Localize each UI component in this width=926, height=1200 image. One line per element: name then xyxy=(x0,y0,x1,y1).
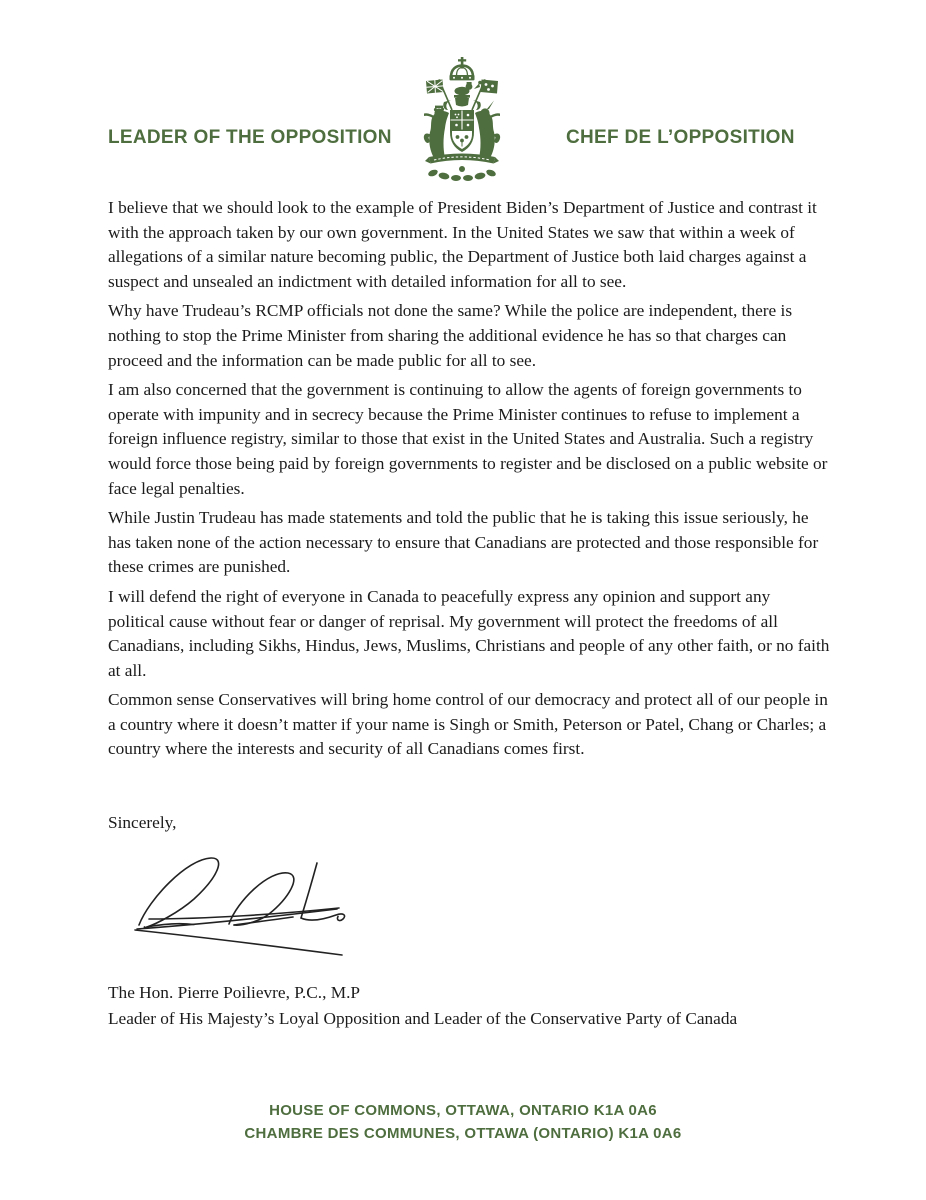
letter-footer xyxy=(0,1099,926,1145)
canada-coat-of-arms-icon xyxy=(413,57,511,185)
letter-paragraph: Common sense Conservatives will bring home control of our democracy and protect all of our people in a country where it doesn’t matter if your name is Singh or Smith, Peterson or Patel, Chang or Charles; a country where the interests and security of all Canadians comes first. xyxy=(108,690,828,759)
letterhead-title-english: LEADER OF THE OPPOSITION xyxy=(108,127,392,148)
letter-closing: Sincerely, xyxy=(108,813,177,832)
footer-address-english: HOUSE OF COMMONS, OTTAWA, ONTARIO K1A 0A6 xyxy=(269,1102,657,1119)
footer-address-french: CHAMBRE DES COMMUNES, OTTAWA (ONTARIO) K1A 0A6 xyxy=(244,1125,682,1142)
signer-block xyxy=(108,980,868,1032)
letter-paragraph: I will defend the right of everyone in Canada to peacefully express any opinion and support any political cause without fear or danger of reprisal. My government will protect the freedoms of all Canadians, including Sikhs, Hindus, Jews, Muslims, Christians and people of any other faith, or no faith at all. xyxy=(108,586,830,680)
letter-paragraph: Why have Trudeau’s RCMP officials not done the same? While the police are independent, there is nothing to stop the Prime Minister from sharing the additional evidence he has so that charges can proceed and the information can be made public for all to see. xyxy=(108,301,793,370)
signer-name: The Hon. Pierre Poilievre, P.C., M.P xyxy=(108,983,361,1002)
letter-paragraph: I am also concerned that the government is continuing to allow the agents of foreign governments to operate with impunity and in secrecy because the Prime Minister continues to refuse to implement a foreign influence registry, similar to those that exist in the United States and Australia. Such a registry would force those being paid by foreign governments to register and be disclosed on a public website or face legal penalties. xyxy=(108,380,828,498)
letter-paragraph: I believe that we should look to the example of President Biden’s Department of Justice and contrast it with the approach taken by our own government. In the United States we saw that within a week of allegations of a similar nature becoming public, the Department of Justice both laid charges against a suspect and unsealed an indictment with detailed information for all to see. xyxy=(108,198,817,291)
letter-paragraph: While Justin Trudeau has made statements and told the public that he is taking this issue seriously, he has taken none of the action necessary to ensure that Canadians are protected and those responsible for these crimes are punished. xyxy=(108,508,819,577)
signer-title: Leader of His Majesty’s Loyal Opposition and Leader of the Conservative Party of Canada xyxy=(108,1009,738,1028)
letter-body xyxy=(108,196,830,767)
signature-image xyxy=(121,849,355,959)
letterhead-title-french: CHEF DE L’OPPOSITION xyxy=(566,127,795,148)
